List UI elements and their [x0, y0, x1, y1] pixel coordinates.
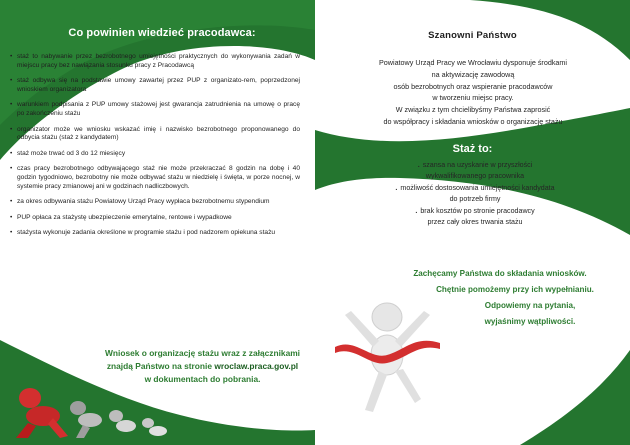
- info-bullet-4: • organizator może we wniosku wskazać imię i nazwisko bezrobotnego proponowanego do odbycia stażu (staż z kandydatem): [10, 126, 300, 143]
- benefit-item: [345, 160, 605, 171]
- winner-illustration: [335, 275, 440, 425]
- benefit-text: brak kosztów po stronie pracodawcy: [420, 206, 535, 215]
- bullet-dot-icon: .: [395, 183, 398, 192]
- info-bullet-2: • staż odbywa się na podstawie umowy zawartej przez PUP z organizato-rem, poprzedzonej wnioskiem organizatora: [10, 77, 300, 94]
- bullet-dot-icon: .: [417, 161, 420, 169]
- intro-line: Powiatowy Urząd Pracy we Wrocławiu dysponuje środkami: [378, 58, 567, 67]
- benefit-text: szansa na uzyskanie w przyszłości: [422, 161, 533, 169]
- intro-line: W związku z tym chcielibyśmy Państwa zaprosić: [395, 105, 551, 115]
- info-bullet-3: • warunkiem podpisania z PUP umowy stażowej jest gwarancja zatrudnienia na umowę o pracę po zakończeniu stażu: [10, 101, 300, 118]
- info-bullet-7: • za okres odbywania stażu Powiatowy Urząd Pracy wypłaca bezrobotnemu stypendium: [10, 198, 300, 207]
- runners-illustration: [8, 378, 178, 442]
- left-heading: Co powinien wiedzieć pracodawca:: [68, 27, 256, 39]
- encouragement-line-1: Zachęcamy Państwa do składania wniosków.: [413, 269, 587, 278]
- benefit-item-cont: do potrzeb firmy: [449, 195, 501, 204]
- encouragement-line-3: Odpowiemy na pytania,: [484, 301, 576, 310]
- info-bullet-5: • staż może trwać od 3 do 12 miesięcy: [10, 150, 300, 159]
- benefit-text: możliwość dostosowania umiejętności kandydata: [400, 183, 555, 192]
- intro-line: osób bezrobotnych oraz wspieranie pracodawców: [393, 81, 553, 91]
- benefit-item-cont: wykwalifikowanego pracownika: [425, 172, 525, 181]
- benefit-item: [345, 183, 605, 194]
- application-info-prefix: znajdą Państwo na stronie: [106, 361, 213, 371]
- application-info-line-1: Wniosek o organizację stażu wraz z załącznikami: [104, 348, 300, 358]
- runner-gray-2: [109, 410, 136, 432]
- application-info-line-3: w dokumentach do pobrania.: [144, 374, 261, 384]
- intro-line: na aktywizację zawodową: [431, 69, 515, 79]
- intro-line: w tworzeniu miejsc pracy.: [432, 93, 514, 103]
- info-bullet-9: • stażysta wykonuje zadania określone w programie stażu i pod nadzorem opiekuna stażu: [10, 229, 300, 238]
- website-link[interactable]: wroclaw.praca.gov.pl: [214, 361, 299, 371]
- encouragement-line-2: Chętnie pomożemy przy ich wypełnianiu.: [436, 285, 594, 294]
- greeting-title: Szanowni Państwo: [428, 30, 517, 41]
- benefits-list: [345, 160, 605, 228]
- info-bullet-8: • PUP opłaca za stażystę ubezpieczenie emerytalne, rentowe i wypadkowe: [10, 214, 300, 223]
- runner-red: [16, 388, 68, 438]
- benefit-item: [345, 206, 605, 217]
- benefit-item-cont: przez cały okres trwania stażu: [427, 218, 523, 227]
- runner-gray-1: [70, 401, 102, 438]
- encouragement-line-4: wyjaśnimy wątpliwości.: [484, 317, 576, 326]
- application-info-line-2: [100, 360, 305, 373]
- staz-heading: Staż to:: [452, 143, 493, 155]
- info-bullet-1: • staż to nabywanie przez bezrobotnego umiejętności praktycznych do wykonywania zadań w miejscu pracy bez nawiązania stosunku pracy z Pracodawcą: [10, 53, 300, 70]
- bullet-dot-icon: .: [415, 206, 418, 215]
- intro-paragraph: [337, 57, 609, 128]
- info-bullet-6: • czas pracy bezrobotnego odbywającego staż nie może przekraczać 8 godzin na dobę i 40 godzin tygodniowo, bezrobotny nie może odbywać stażu w niedzielę i święta, w porze nocnej, w systemie pracy zmianowej ani w godzinach nadliczbowych.: [10, 165, 300, 191]
- runner-gray-3: [142, 418, 167, 436]
- intro-line: do współpracy i składania wniosków o organizację stażu: [383, 116, 563, 126]
- employer-info-list: [10, 53, 300, 238]
